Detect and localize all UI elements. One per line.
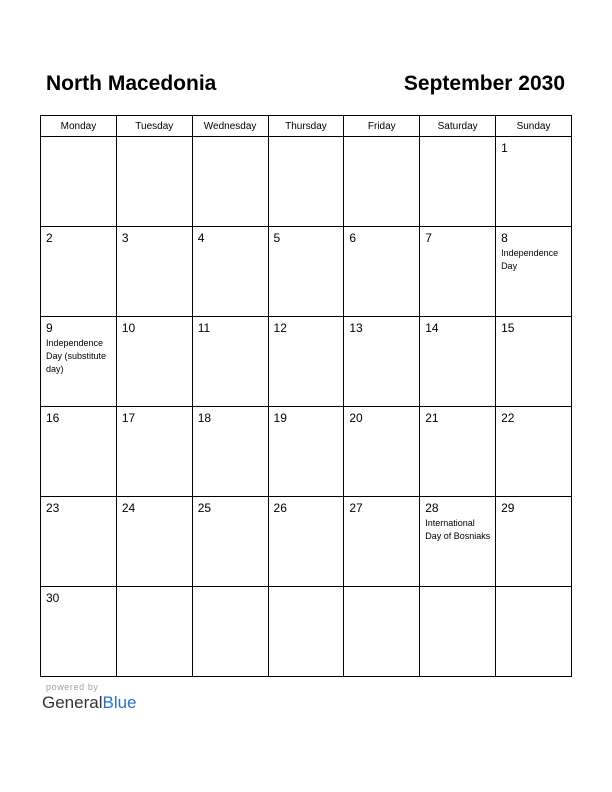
holiday-label xyxy=(193,335,268,337)
day-number: 22 xyxy=(501,411,515,425)
weekday-header: Saturday xyxy=(420,116,496,137)
weekday-header: Thursday xyxy=(268,116,344,137)
holiday-label xyxy=(193,515,268,517)
holiday-label xyxy=(117,605,192,607)
day-cell xyxy=(192,587,268,677)
day-number: 4 xyxy=(197,231,205,245)
holiday-label xyxy=(496,155,571,157)
day-cell xyxy=(344,497,420,587)
holiday-label xyxy=(117,515,192,517)
day-number: 5 xyxy=(273,231,281,245)
day-cell xyxy=(41,317,117,407)
day-number: 15 xyxy=(501,321,515,335)
day-cell xyxy=(41,407,117,497)
day-cell xyxy=(268,227,344,317)
day-number xyxy=(420,587,495,605)
day-cell xyxy=(41,587,117,677)
holiday-label xyxy=(269,605,344,607)
day-cell xyxy=(496,317,572,407)
day-cell xyxy=(116,227,192,317)
day-cell xyxy=(116,407,192,497)
day-number xyxy=(420,137,495,155)
day-number: 1 xyxy=(501,141,508,155)
holiday-label xyxy=(344,515,419,517)
holiday-label xyxy=(117,245,192,247)
day-number: 11 xyxy=(197,321,211,335)
day-number: 3 xyxy=(121,231,129,245)
day-number xyxy=(117,587,192,605)
day-cell xyxy=(268,587,344,677)
weekday-header: Friday xyxy=(344,116,420,137)
holiday-label xyxy=(420,245,495,247)
day-number: 13 xyxy=(349,321,363,335)
holiday-label xyxy=(41,425,116,427)
day-number: 2 xyxy=(46,231,53,245)
calendar-grid xyxy=(40,115,572,677)
day-cell xyxy=(344,227,420,317)
day-number xyxy=(117,137,192,155)
holiday-label xyxy=(269,155,344,157)
day-cell xyxy=(192,137,268,227)
day-cell xyxy=(116,317,192,407)
day-number: 28 xyxy=(425,501,439,515)
holiday-label xyxy=(344,605,419,607)
day-number xyxy=(41,137,116,155)
holiday-label xyxy=(496,425,571,427)
day-number: 9 xyxy=(46,321,53,335)
weekday-header: Monday xyxy=(41,116,117,137)
day-cell xyxy=(116,587,192,677)
holiday-label xyxy=(269,515,344,517)
holiday-label xyxy=(269,245,344,247)
weekday-header: Sunday xyxy=(496,116,572,137)
holiday-label xyxy=(117,425,192,427)
holiday-label xyxy=(496,515,571,517)
day-number xyxy=(193,137,268,155)
week-row xyxy=(41,227,572,317)
holiday-label xyxy=(193,605,268,607)
holiday-label: Independence Day xyxy=(501,248,559,271)
holiday-label xyxy=(344,425,419,427)
holiday-label xyxy=(420,335,495,337)
day-number: 30 xyxy=(46,591,60,605)
day-number: 21 xyxy=(425,411,439,425)
holiday-label xyxy=(193,245,268,247)
holiday-label xyxy=(496,335,571,337)
day-cell xyxy=(420,407,496,497)
day-number: 25 xyxy=(197,501,212,515)
holiday-label: Independence Day (substitute day) xyxy=(46,338,107,374)
holiday-label xyxy=(420,605,495,607)
month-year-title: September 2030 xyxy=(403,72,565,95)
week-row xyxy=(41,317,572,407)
day-cell xyxy=(268,497,344,587)
holiday-label xyxy=(344,155,419,157)
day-cell xyxy=(496,137,572,227)
day-cell xyxy=(496,407,572,497)
day-number: 29 xyxy=(501,501,515,515)
week-row xyxy=(41,497,572,587)
day-number: 18 xyxy=(197,411,212,425)
day-number: 14 xyxy=(425,321,439,335)
day-cell xyxy=(420,317,496,407)
holiday-label xyxy=(193,155,268,157)
holiday-label xyxy=(41,515,116,517)
day-cell xyxy=(41,227,117,317)
day-number: 16 xyxy=(46,411,60,425)
day-number xyxy=(344,137,419,155)
day-number: 24 xyxy=(121,501,136,515)
day-number xyxy=(269,587,344,605)
weekday-header: Wednesday xyxy=(192,116,268,137)
day-number xyxy=(344,587,419,605)
day-cell xyxy=(41,497,117,587)
day-cell xyxy=(496,587,572,677)
day-cell xyxy=(192,227,268,317)
holiday-label xyxy=(117,335,192,337)
day-number: 12 xyxy=(273,321,287,335)
day-cell xyxy=(268,137,344,227)
holiday-label xyxy=(41,245,116,247)
day-number: 7 xyxy=(425,231,432,245)
day-cell xyxy=(496,497,572,587)
holiday-label xyxy=(269,335,344,337)
weekday-header-row xyxy=(41,116,572,137)
country-title: North Macedonia xyxy=(46,72,217,95)
day-cell xyxy=(192,407,268,497)
day-cell xyxy=(420,137,496,227)
holiday-label: International Day of Bosniaks xyxy=(425,518,491,541)
day-cell xyxy=(420,497,496,587)
generalblue-logo[interactable] xyxy=(42,693,137,713)
day-number: 27 xyxy=(349,501,363,515)
day-cell xyxy=(420,227,496,317)
holiday-label xyxy=(420,425,495,427)
day-number: 17 xyxy=(121,411,136,425)
week-row xyxy=(41,407,572,497)
holiday-label xyxy=(41,605,116,607)
day-number: 23 xyxy=(46,501,60,515)
day-cell xyxy=(344,137,420,227)
day-cell xyxy=(268,317,344,407)
day-number xyxy=(269,137,344,155)
day-number: 19 xyxy=(273,411,287,425)
holiday-label xyxy=(420,155,495,157)
day-number: 10 xyxy=(121,321,136,335)
powered-by-text: powered by xyxy=(46,682,99,692)
brand-blue: Blue xyxy=(102,693,137,712)
day-cell xyxy=(344,317,420,407)
brand-general: General xyxy=(42,693,103,712)
day-number: 26 xyxy=(273,501,287,515)
day-cell xyxy=(268,407,344,497)
holiday-label xyxy=(41,155,116,157)
day-cell xyxy=(344,407,420,497)
week-row xyxy=(41,587,572,677)
weekday-header: Tuesday xyxy=(116,116,192,137)
day-cell xyxy=(496,227,572,317)
day-cell xyxy=(116,497,192,587)
day-cell xyxy=(116,137,192,227)
holiday-label xyxy=(193,425,268,427)
holiday-label xyxy=(344,245,419,247)
day-number: 6 xyxy=(349,231,357,245)
day-cell xyxy=(420,587,496,677)
holiday-label xyxy=(496,605,571,607)
holiday-label xyxy=(117,155,192,157)
day-number xyxy=(496,587,571,605)
day-cell xyxy=(41,137,117,227)
day-number: 20 xyxy=(349,411,363,425)
day-cell xyxy=(192,497,268,587)
holiday-label xyxy=(344,335,419,337)
day-number xyxy=(193,587,268,605)
day-cell xyxy=(344,587,420,677)
day-cell xyxy=(192,317,268,407)
holiday-label xyxy=(269,425,344,427)
week-row xyxy=(41,137,572,227)
day-number: 8 xyxy=(501,231,508,245)
